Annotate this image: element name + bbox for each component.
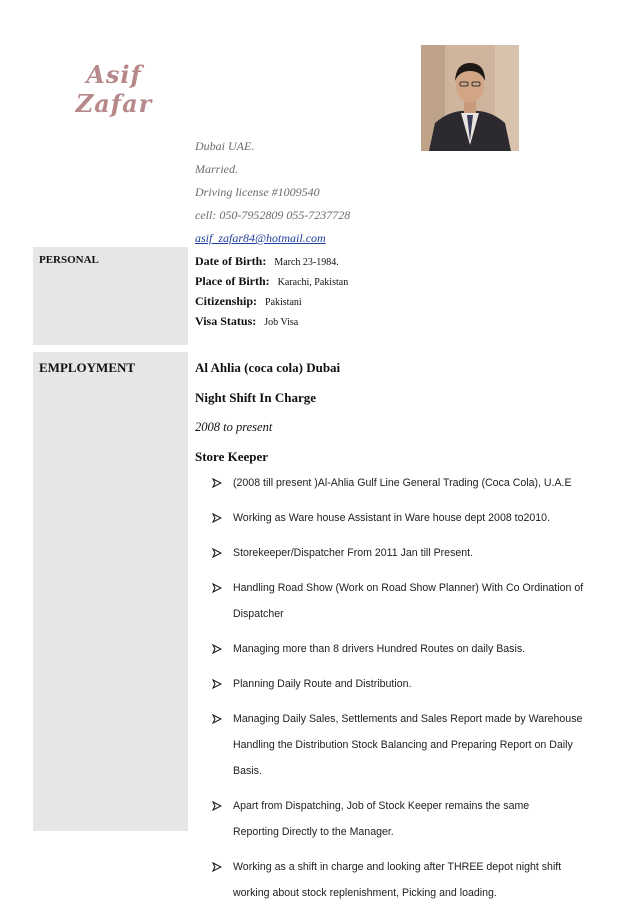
bullet-text-line: Working as a shift in charge and looking after THREE depot night shift [233,861,562,873]
bullet-text-line: Storekeeper/Dispatcher From 2011 Jan till Present. [233,547,474,559]
personal-section-label: PERSONAL [39,254,99,266]
personal-row-pob: Place of Birth: Karachi, Pakistan [195,274,349,288]
sidebar-divider [33,345,188,352]
bullet-item [212,798,612,850]
personal-details [195,253,348,333]
bullet-text-line: Managing more than 8 drivers Hundred Routes on daily Basis. [233,643,526,655]
citizenship-value: Pakistani [265,297,302,308]
contact-email-link[interactable]: asif_zafar84@hotmail.com [195,231,326,245]
employment-company: Al Ahlia (coca cola) Dubai [195,360,341,375]
arrow-bullet-icon [212,583,222,593]
arrow-bullet-icon [212,862,222,872]
bullet-text-line: Handling Road Show (Work on Road Show Planner) With Co Ordination of [233,582,584,594]
bullet-text-line: Managing Daily Sales, Settlements and Sales Report made by Warehouse [233,713,583,725]
bullet-item [212,475,612,501]
bullet-text-line: Dispatcher [233,608,284,620]
profile-photo-image [421,45,519,151]
bullet-text-line: (2008 till present )Al-Ahlia Gulf Line General Trading (Coca Cola), U.A.E [233,477,572,489]
contact-marital: Married. [195,162,238,176]
bullet-item [212,580,612,632]
bullet-text-line: Reporting Directly to the Manager. [233,826,394,838]
contact-cell: cell: 050-7952809 055-7237728 [195,208,351,222]
pob-value: Karachi, Pakistan [277,277,349,288]
contact-block [195,137,350,252]
employment-section-label: EMPLOYMENT [39,360,136,375]
bullet-text-line: Apart from Dispatching, Job of Stock Keeper remains the same [233,800,530,812]
dob-value: March 23-1984. [274,257,339,268]
citizenship-key: Citizenship [195,294,254,308]
arrow-bullet-icon [212,801,222,811]
employment-bullets [212,475,612,920]
bullet-text-line: Handling the Distribution Stock Balancing and Preparing Report on Daily [233,739,573,751]
profile-photo [421,45,519,151]
contact-location: Dubai UAE. [195,139,255,153]
employment-period: 2008 to present [195,420,273,434]
bullet-text-line: Basis. [233,765,262,777]
bullet-text-line: working about stock replenishment, Picking and loading. [233,887,497,899]
personal-row-dob: Date of Birth: March 23-1984. [195,254,339,268]
bullet-item [212,711,612,789]
arrow-bullet-icon [212,548,222,558]
arrow-bullet-icon [212,714,222,724]
visa-value: Job Visa [264,317,299,328]
bullet-item [212,676,612,702]
bullet-text-line: Working as Ware house Assistant in Ware house dept 2008 to2010. [233,512,551,524]
first-name: Asif [86,60,142,89]
bullet-item [212,859,612,911]
bullet-item [212,545,612,571]
employment-role: Night Shift In Charge [195,390,316,405]
section-sidebar [33,247,188,831]
bullet-item [212,641,612,667]
visa-key: Visa Status [195,314,253,328]
personal-row-visa: Visa Status: Job Visa [195,314,299,328]
bullet-text-line: Planning Daily Route and Distribution. [233,678,412,690]
dob-key: Date of Birth [195,254,263,268]
employment-subrole: Store Keeper [195,449,269,464]
contact-license: Driving license #1009540 [195,185,320,199]
pob-key: Place of Birth [195,274,266,288]
candidate-name [64,60,164,118]
last-name: Zafar [75,89,153,118]
arrow-bullet-icon [212,513,222,523]
arrow-bullet-icon [212,644,222,654]
personal-row-citizenship: Citizenship: Pakistani [195,294,302,308]
bullet-item [212,510,612,536]
arrow-bullet-icon [212,679,222,689]
arrow-bullet-icon [212,478,222,488]
